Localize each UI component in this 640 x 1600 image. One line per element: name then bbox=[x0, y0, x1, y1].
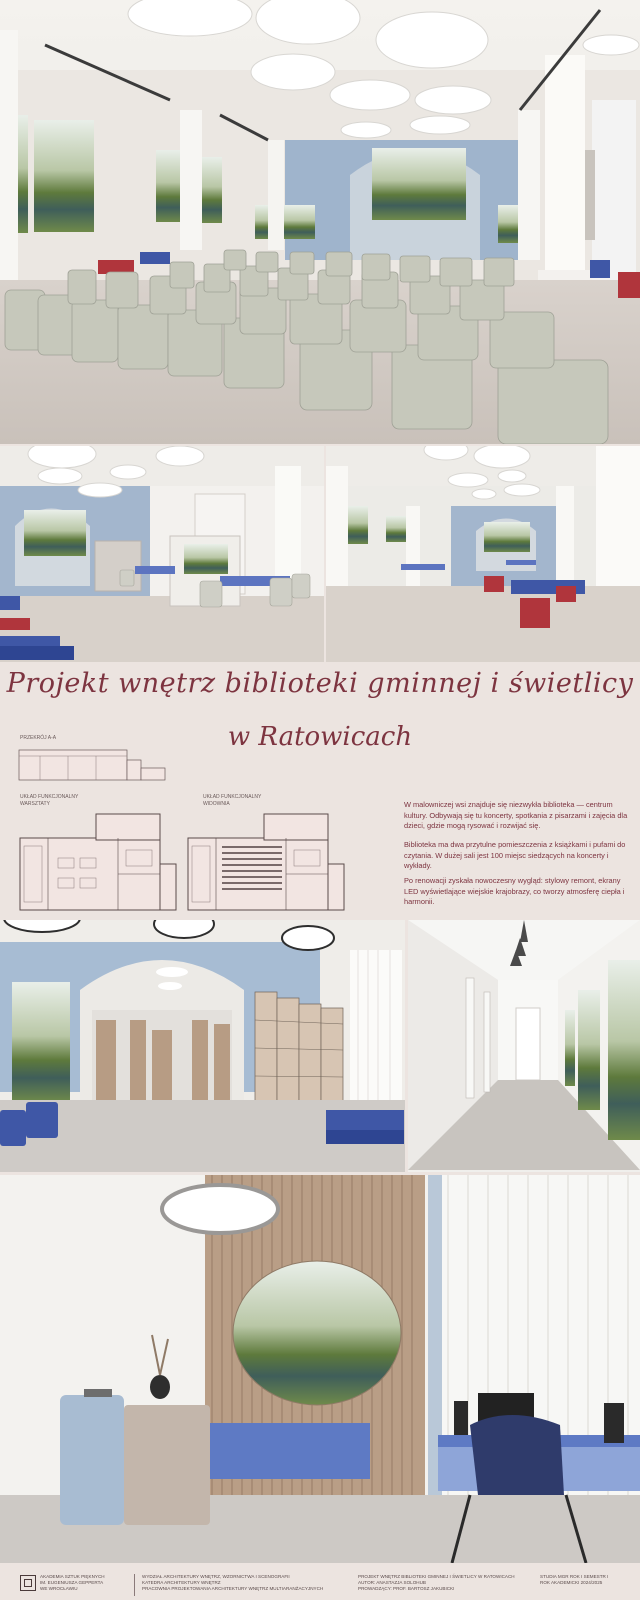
poster-title-line-1: Projekt wnętrz biblioteki gminnej i świetlicy bbox=[6, 668, 634, 699]
footer-dept-line-3: PRACOWNIA PROJEKTOWANIA ARCHITEKTURY WNĘTRZ MULTIARANŻACYJNYCH bbox=[142, 1586, 324, 1592]
footer-school-line-3: WE WROCŁAWIU bbox=[40, 1586, 78, 1592]
plan-audience-label-1: UKŁAD FUNKCJONALNY bbox=[203, 794, 262, 800]
footer-project-line-1: PROJEKT WNĘTRZ BIBLIOTEKI GMINNEJ I ŚWIETLICY W RATOWICACH bbox=[358, 1574, 515, 1579]
poster-title-line-2: w Ratowicach bbox=[227, 722, 413, 752]
footer-project-line-3: PROWADZĄCY: PROF. BARTOSZ JAKUBICKI bbox=[358, 1586, 455, 1592]
footer-dept-line-1: WYDZIAŁ ARCHITEKTURY WNĘTRZ, WZORNICTWA I SCENOGRAFII bbox=[142, 1574, 290, 1579]
description-paragraph-2: Biblioteka ma dwa przytulne pomieszczenia z książkami i pufami do czytania. W dużej sali jest 100 miejsc siedzących na koncerty i wykłady. bbox=[404, 840, 626, 870]
academy-logo-icon bbox=[20, 1575, 36, 1591]
render-reception bbox=[0, 1175, 640, 1563]
footer-school-line-2: IM. EUGENIUSZA GEPPERTA bbox=[40, 1580, 104, 1586]
render-bookshelves bbox=[0, 920, 405, 1172]
render-main-hall bbox=[0, 0, 640, 444]
description-paragraph-3: Po renowacji zyskała nowoczesny wygląd: stylowy remont, ekrany LED wyświetlające wiejskie krajobrazy, co tworzy atmosferę ciepła i harmonii. bbox=[404, 876, 625, 906]
plan-workshops-label-2: WARSZTATY bbox=[20, 801, 50, 807]
section-label: PRZEKRÓJ A-A bbox=[20, 735, 57, 741]
footer-project-line-2: AUTOR: ANASTAZJA SOLOHUB bbox=[358, 1580, 426, 1586]
footer bbox=[0, 1566, 640, 1600]
footer-study-line-1: STUDIA MGR ROK I SEMESTR I bbox=[540, 1574, 609, 1579]
render-reading-room-right bbox=[326, 446, 640, 662]
floor-plan-workshops bbox=[18, 810, 178, 912]
render-corridor bbox=[408, 920, 640, 1172]
footer-school-line-1: AKADEMIA SZTUK PIĘKNYCH bbox=[40, 1574, 105, 1579]
footer-study-line-2: ROK AKADEMICKI 2024/2025 bbox=[540, 1580, 603, 1586]
footer-dept-line-2: KATEDRA ARCHITEKTURY WNĘTRZ bbox=[142, 1580, 221, 1586]
render-reading-room-left bbox=[0, 446, 324, 662]
section-drawing bbox=[18, 746, 166, 782]
floor-plan-audience bbox=[186, 810, 356, 912]
description-paragraph-1: W malowniczej wsi znajduje się niezwykła biblioteka — centrum kultury. Odbywają się tu koncerty, spotkania z pisarzami i zajęcia dla dzieci, gdzie mogą rysować i rozwijać się. bbox=[404, 800, 628, 830]
plan-audience-label-2: WIDOWNIA bbox=[203, 801, 230, 807]
plan-workshops-label-1: UKŁAD FUNKCJONALNY bbox=[20, 794, 79, 800]
footer-divider bbox=[134, 1574, 135, 1596]
